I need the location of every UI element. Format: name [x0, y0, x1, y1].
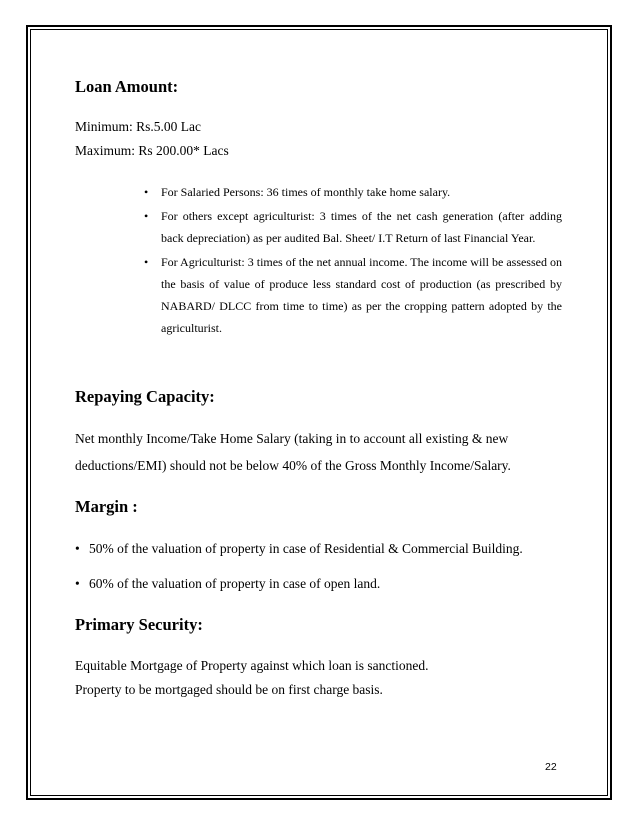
list-item-text: For others except agriculturist: 3 times of the net cash generation (after adding back depreciation) as per audited Bal. Sheet/ I.T Return of last Financial Year.: [161, 209, 562, 245]
loan-amount-heading: Loan Amount:: [75, 77, 179, 96]
list-item: [75, 540, 565, 558]
list-item: [141, 181, 562, 203]
list-item-text: 50% of the valuation of property in case of Residential & Commercial Building.: [89, 541, 523, 556]
primary-security-heading: Primary Security:: [75, 615, 203, 634]
list-item: [141, 251, 562, 339]
loan-minimum: Minimum: Rs.5.00 Lac: [75, 119, 201, 134]
primary-security-line-1: Equitable Mortgage of Property against which loan is sanctioned.: [75, 658, 429, 673]
bullet-icon: •: [144, 209, 149, 223]
repaying-capacity-heading: Repaying Capacity:: [75, 387, 215, 406]
bullet-icon: •: [144, 255, 149, 269]
repaying-capacity-line-1: Net monthly Income/Take Home Salary (taking in to account all existing & new: [75, 431, 509, 446]
primary-security-line-2: Property to be mortgaged should be on first charge basis.: [75, 682, 383, 697]
list-item-text: For Salaried Persons: 36 times of monthly take home salary.: [161, 185, 451, 199]
margin-heading: Margin :: [75, 497, 138, 516]
bullet-icon: •: [75, 541, 80, 556]
page-number: 22: [545, 761, 557, 773]
loan-maximum: Maximum: Rs 200.00* Lacs: [75, 143, 229, 158]
loan-amount-bullet-list: [141, 181, 562, 341]
list-item-text: 60% of the valuation of property in case of open land.: [89, 576, 381, 591]
bullet-icon: •: [75, 576, 80, 591]
list-item: [141, 205, 562, 249]
list-item-text: For Agriculturist: 3 times of the net annual income. The income will be assessed on the basis of value of produce less standard cost of production (as prescribed by NABARD/ DLCC from time to time) as per the cropping pattern adopted by the agriculturist.: [161, 255, 562, 335]
repaying-capacity-line-2: deductions/EMI) should not be below 40% of the Gross Monthly Income/Salary.: [75, 458, 511, 473]
list-item: [75, 575, 565, 593]
bullet-icon: •: [144, 185, 149, 199]
